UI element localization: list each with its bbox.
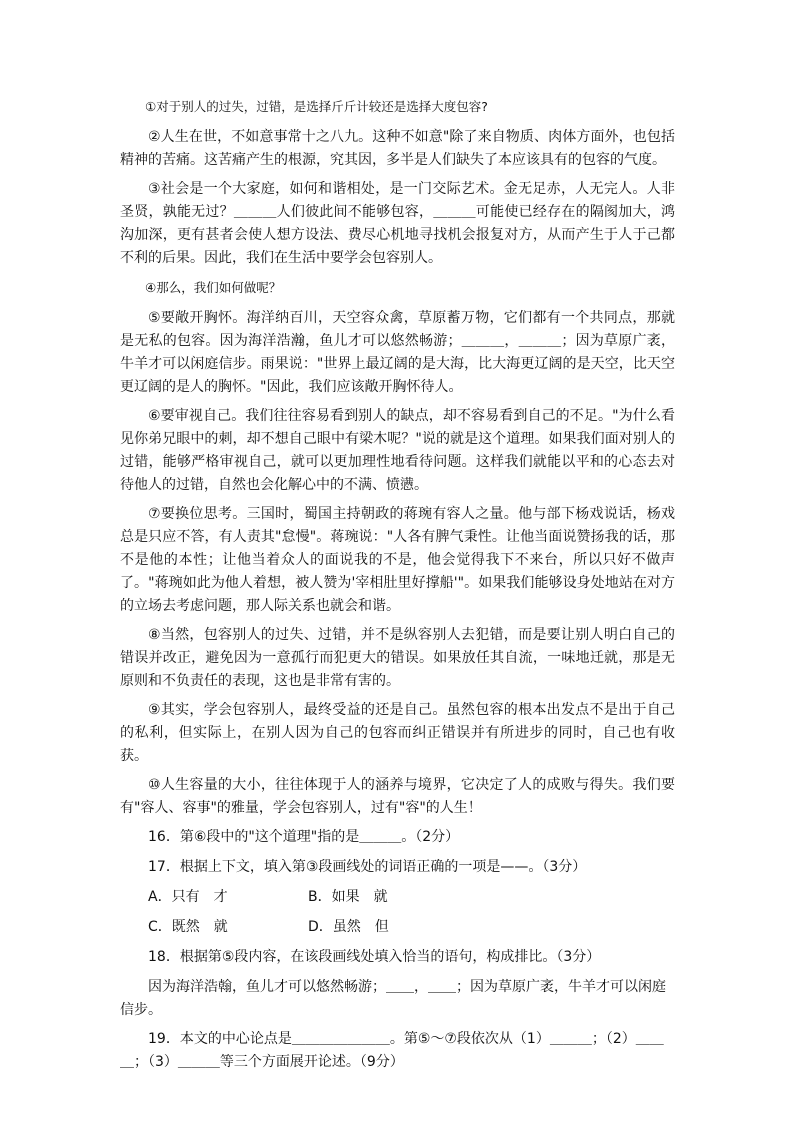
option-c: C．既然 就	[148, 919, 228, 935]
paragraph-2: ②人生在世，不如意事常十之八九。这种不如意"除了来自物质、肉体方面外，也包括精神的苦痛。这苦痛产生的根源，究其因，多半是人们缺失了本应该具有的包容的气度。	[120, 129, 675, 168]
question-17-options-row-1	[120, 886, 675, 909]
exam-page	[120, 95, 675, 1081]
paragraph-1: ①对于别人的过失，过错，是选择斤斤计较还是选择大度包容?	[145, 99, 488, 114]
paragraph-3: ③社会是一个大家庭，如何和谐相处，是一门交际艺术。金无足赤，人无完人。人非圣贤，孰能无过？＿＿＿人们彼此间不能够包容，＿＿＿可能使已经存在的隔阂加大，鸿沟加深，更有甚者会使人想方设法、费尽心机地寻找机会报复对方，从而产生于人于己都不利的后果。因此，我们在生活中要学会包容别人。	[120, 181, 675, 266]
paragraph-9: ⑨其实，学会包容别人，最终受益的还是自己。虽然包容的根本出发点不是出于自己的私利，但实际上，在别人因为自己的包容而纠正错误并有所进步的同时，自己也有收获。	[120, 702, 675, 764]
paragraph-7: ⑦要换位思考。三国时，蜀国主持朝政的蒋琬有容人之量。他与部下杨戏说话，杨戏总是只应不答，有人责其"怠慢"。蒋琬说："人各有脾气秉性。让他当面说赞扬我的话，那不是他的本性；让他当着众人的面说我的不是，他会觉得我下不来台，所以只好不做声了。"蒋琬如此为他人着想，被人赞为'宰相肚里好撑船'"。如果我们能够设身处地站在对方的立场去考虑问题，那人际关系也就会和谐。	[120, 506, 675, 614]
question-17-options-row-2	[120, 916, 675, 939]
paragraph-10: ⑩人生容量的大小，往往体现于人的涵养与境界，它决定了人的成败与得失。我们要有"容人、容事"的雅量，学会包容别人，过有"容"的人生！	[120, 777, 675, 816]
question-18-answer-line: 因为海洋浩翰，鱼儿才可以悠然畅游；＿＿，＿＿；因为草原广袤，牛羊才可以闲庭信步。	[120, 979, 666, 1018]
paragraph-4: ④那么，我们如何做呢？	[145, 280, 282, 295]
question-18: 18．根据第⑤段内容，在该段画线处填入恰当的语句，构成排比。（3分）	[148, 949, 601, 965]
option-b: B．如果 就	[308, 889, 388, 905]
paragraph-8: ⑧当然，包容别人的过失、过错，并不是纵容别人去犯错，而是要让别人明白自己的错误并改正，避免因为一意孤行而犯更大的错误。如果放任其自流，一味地迁就，那是无原则和不负责任的表现，这也是非常有害的。	[120, 627, 675, 689]
question-16: 16．第⑥段中的"这个道理"指的是＿＿＿。（2分）	[148, 829, 460, 845]
option-a: A．只有 才	[148, 889, 228, 905]
question-19: 19．本文的中心论点是＿＿＿＿＿＿＿。第⑤～⑦段依次从（1）＿＿＿；（2）＿＿＿；（3）＿＿＿等三个方面展开论述。（9分）	[120, 1031, 664, 1070]
question-17: 17．根据上下文，填入第③段画线处的词语正确的一项是——。（3分）	[148, 859, 587, 875]
paragraph-6: ⑥要审视自己。我们往往容易看到别人的缺点，却不容易看到自己的不足。"为什么看见你弟兄眼中的刺，却不想自己眼中有梁木呢？"说的就是这个道理。如果我们面对别人的过错，能够严格审视自己，就可以更加理性地看待问题。这样我们就能以平和的心态去对待他人的过错，自然也会化解心中的不满、愤懑。	[120, 408, 675, 493]
option-d: D．虽然 但	[308, 919, 389, 935]
paragraph-5: ⑤要敞开胸怀。海洋纳百川，天空容众禽，草原蓄万物，它们都有一个共同点，那就是无私的包容。因为海洋浩瀚，鱼儿才可以悠然畅游；＿＿＿，＿＿＿；因为草原广袤，牛羊才可以闲庭信步。雨果说："世界上最辽阔的是大海，比大海更辽阔的是天空，比天空更辽阔的是人的胸怀。"因此，我们应该敞开胸怀待人。	[120, 310, 675, 395]
